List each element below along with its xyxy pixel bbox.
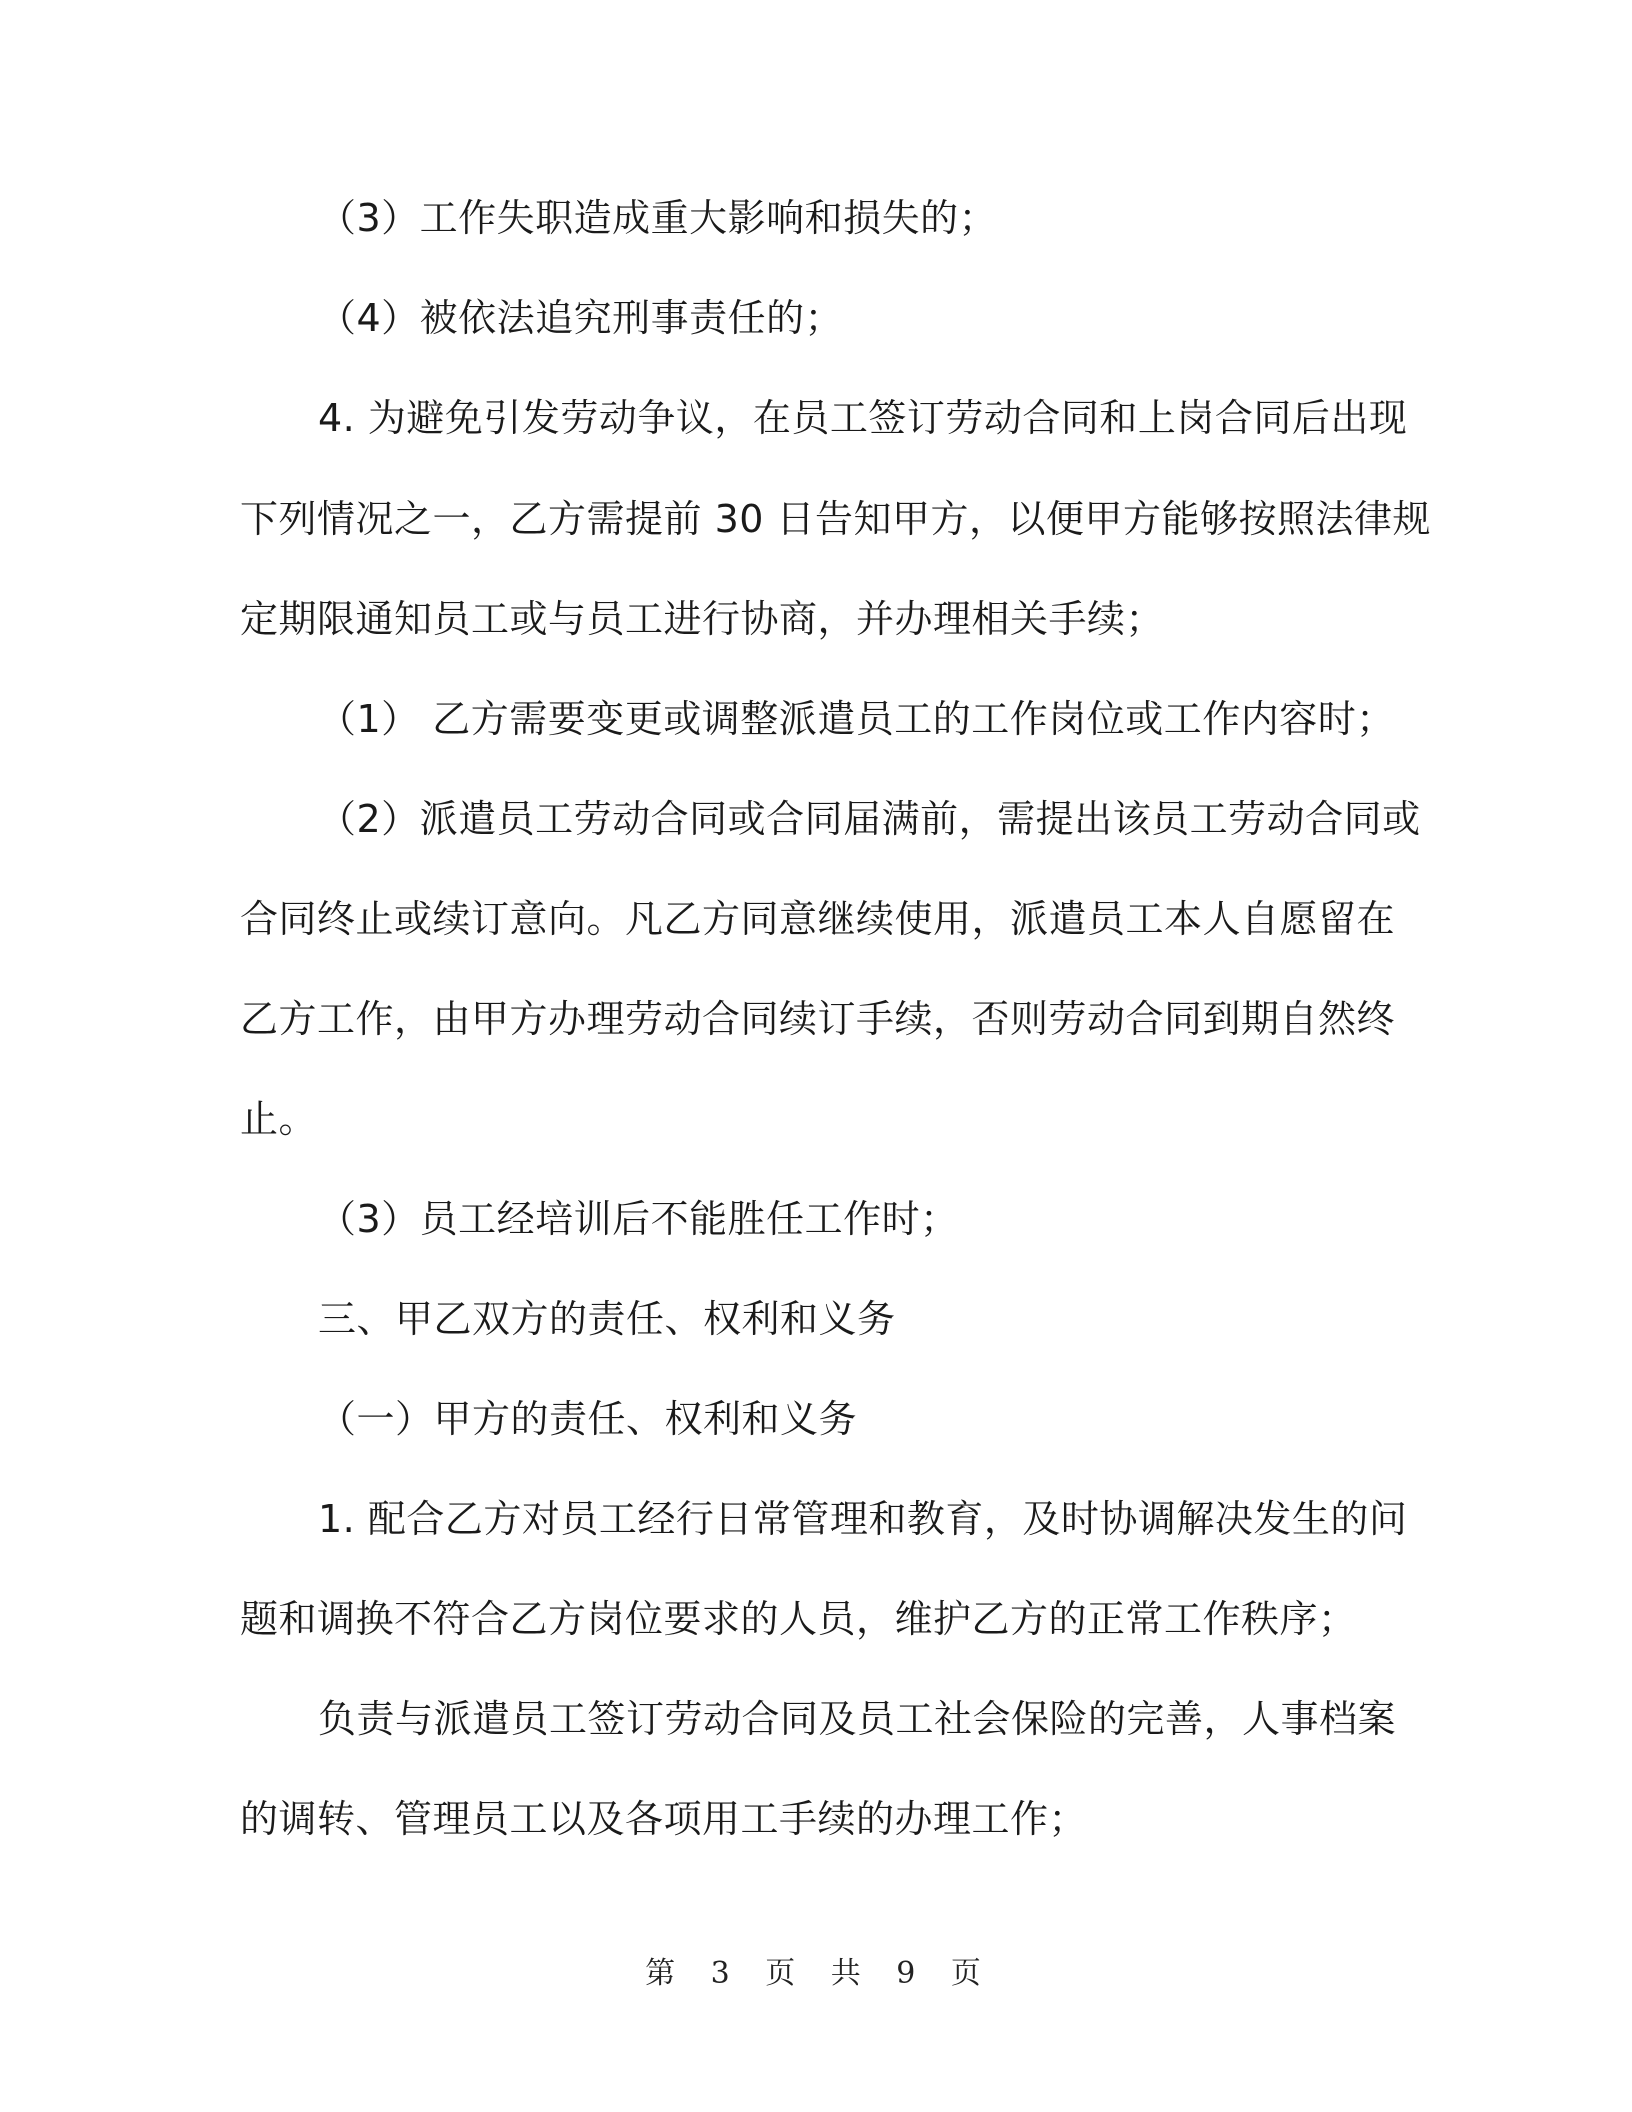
paragraph-line: 合同终止或续订意向。凡乙方同意继续使用，派遣员工本人自愿留在 [240, 897, 1396, 941]
section-heading: 三、甲乙双方的责任、权利和义务 [318, 1297, 896, 1341]
paragraph-line: （3）工作失职造成重大影响和损失的； [318, 196, 998, 240]
paragraph-line: 负责与派遣员工签订劳动合同及员工社会保险的完善，人事档案 [318, 1697, 1397, 1741]
paragraph-line: 题和调换不符合乙方岗位要求的人员，维护乙方的正常工作秩序； [240, 1597, 1357, 1641]
page-number-footer: 第 3 页 共 9 页 [645, 1956, 987, 1991]
paragraph-line: （1） 乙方需要变更或调整派遣员工的工作岗位或工作内容时； [318, 697, 1395, 741]
paragraph-line: （3）员工经培训后不能胜任工作时； [318, 1197, 959, 1241]
paragraph-line: （4）被依法追究刑事责任的； [318, 296, 844, 340]
paragraph-line: 乙方工作，由甲方办理劳动合同续订手续，否则劳动合同到期自然终 [240, 997, 1396, 1041]
paragraph-line: 1. 配合乙方对员工经行日常管理和教育，及时协调解决发生的问 [318, 1497, 1408, 1541]
paragraph-line: 4. 为避免引发劳动争议，在员工签订劳动合同和上岗合同后出现 [318, 396, 1408, 440]
paragraph-line: 下列情况之一，乙方需提前 30 日告知甲方，以便甲方能够按照法律规 [240, 497, 1432, 541]
paragraph-line: 止。 [240, 1097, 318, 1141]
paragraph-line: 的调转、管理员工以及各项用工手续的办理工作； [240, 1797, 1088, 1841]
subsection-heading: （一）甲方的责任、权利和义务 [318, 1397, 858, 1441]
paragraph-line: 定期限通知员工或与员工进行协商，并办理相关手续； [240, 597, 1165, 641]
paragraph-line: （2）派遣员工劳动合同或合同届满前，需提出该员工劳动合同或 [318, 797, 1421, 841]
